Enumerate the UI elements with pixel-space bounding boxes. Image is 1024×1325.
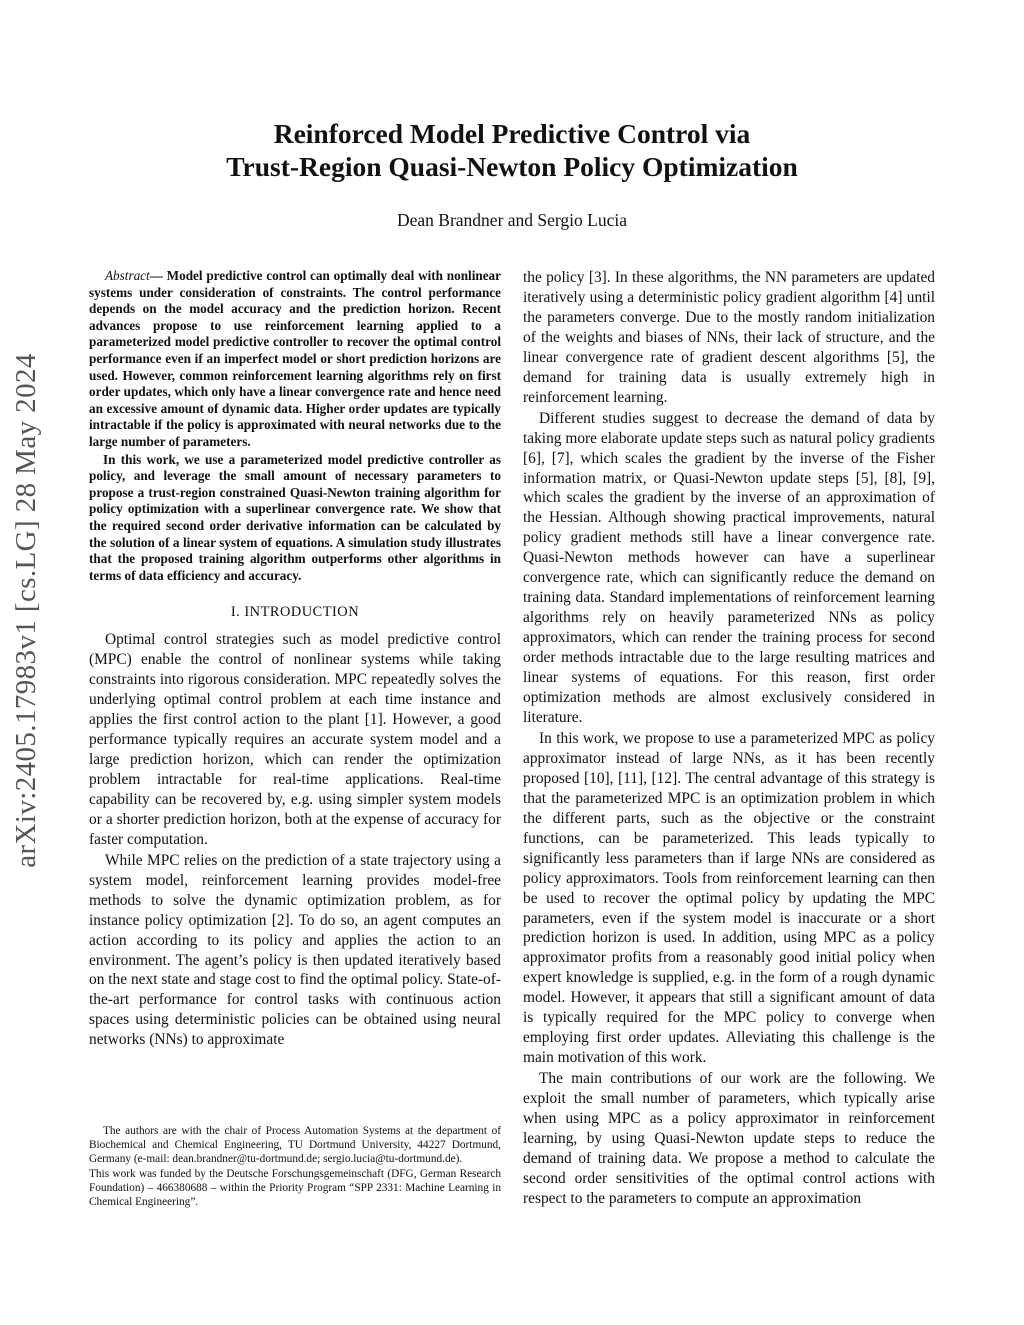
intro-paragraph-3: the policy [3]. In these algorithms, the NN parameters are updated iteratively using a deterministic policy gradient algorithm [4] until the parameters converge. Due to the mostly random initialization of the weights and biases of NNs, their lack of structure, and the linear convergence rate of gradient descent algorithms [5], the demand for training data is usually extremely high in reinforcement learning. — [523, 269, 935, 406]
intro-paragraph-5: In this work, we propose to use a parameterized MPC as policy approximator instead of large NNs, as it has been recently proposed [10], [11], [12]. The central advantage of this strategy is that the parameterized MPC is an optimization problem in which the different parts, such as the objective or the constraint functions, can be parameterized. This leads typically to significantly less parameters than if large NNs are considered as policy approximators. Tools from reinforcement learning can then be used to recover the optimal policy by updating the MPC parameters, even if the system model is inaccurate or a short prediction horizon is used. In addition, using MPC as a policy approximator profits from a reasonably good initial policy when expert knowledge is supplied, e.g. in the form of a rough dynamic model. However, it appears that still a significant amount of data is typically required for the MPC policy to converge when employing first order updates. Alleviating this challenge is the main motivation of this work. — [523, 729, 935, 1067]
intro-paragraph-1: Optimal control strategies such as model predictive control (MPC) enable the control of nonlinear systems while taking constraints into rigorous consideration. MPC repeatedly solves the underlying optimal control problem at each time instance and applies the first control action to the plant [1]. However, a good performance typically requires an accurate system model and a large prediction horizon, which can render the optimization problem intractable for real-time applications. Real-time capability can be recovered by, e.g. using simpler system models or a shorter prediction horizon, both at the expense of accuracy for faster computation. — [89, 631, 501, 848]
paper-title-line-1: Reinforced Model Predictive Control via — [273, 118, 751, 149]
intro-paragraph-6: The main contributions of our work are the following. We exploit the small number of parameters, which typically arise when using MPC as a policy approximator in reinforcement learning, by using Quasi-Newton update steps to reduce the demand of training data. We propose a method to calculate the second order sensitivities of the optimal control actions with respect to the parameters to compute an approximation — [523, 1070, 935, 1207]
author-list: Dean Brandner and Sergio Lucia — [396, 210, 627, 230]
paper-title — [100, 117, 924, 183]
right-column — [523, 268, 935, 1209]
footnotes — [89, 1124, 501, 1209]
abstract — [89, 268, 501, 584]
intro-paragraph-4: Different studies suggest to decrease the demand of data by taking more elaborate update steps such as natural policy gradients [6], [7], which scales the gradient by the inverse of the Fisher information matrix, or Quasi-Newton update steps [5], [8], [9], which scales the gradient by the inverse of an approximation of the Hessian. Although showing practical improvements, natural policy gradient methods still have a linear convergence rate. Quasi-Newton methods however can have a superlinear convergence rate, which can significantly reduce the demand on training data. Standard implementations of reinforcement learning algorithms rely on heavily parameterized NNs as policy approximators, which can render the training process for second order methods intractable due to the large resulting matrices and linear systems of equations. For this reason, first order optimization methods are almost exclusively considered in literature. — [523, 409, 935, 726]
introduction-body-left — [89, 630, 501, 1050]
footnote-funding: This work was funded by the Deutsche Forschungsgemeinschaft (DFG, German Research Foundation) – 466380688 – within the Priority Program “SPP 2331: Machine Learning in Chemical Engineering”. — [89, 1167, 501, 1209]
introduction-body-right — [523, 268, 935, 1209]
paper-title-line-2: Trust-Region Quasi-Newton Policy Optimization — [226, 151, 798, 182]
intro-paragraph-2: While MPC relies on the prediction of a state trajectory using a system model, reinforcement learning provides model-free methods to solve the dynamic optimization problem, as for instance policy optimization [2]. To do so, an agent computes an action according to its policy and applies the action to an environment. The agent’s policy is then updated iteratively based on the next state and stage cost to find the optimal policy. State-of-the-art performance for control tasks with continuous action spaces using deterministic policies can be obtained using neural networks (NNs) to approximate — [89, 851, 501, 1049]
abstract-paragraph-1-text: — Model predictive control can optimally deal with nonlinear systems under consideration of constraints. The control performance depends on the model accuracy and the prediction horizon. Recent advances propose to use reinforcement learning applied to a parameterized model predictive controller to recover the optimal control performance even if an imperfect model or short prediction horizons are used. However, common reinforcement learning algorithms rely on first order updates, which only have a linear convergence rate and hence need an excessive amount of dynamic data. Higher order updates are typically intractable if the policy is approximated with neural networks due to the large number of parameters. — [89, 268, 501, 449]
abstract-label: Abstract — [105, 268, 150, 283]
footnote-affiliation: The authors are with the chair of Process Automation Systems at the department of Biochemical and Chemical Engineering, TU Dortmund University, 44227 Dortmund, Germany (e-mail: dean.brandner@tu-dortmund.de; sergio.lucia@tu-dortmund.de). — [89, 1125, 501, 1166]
arxiv-identifier — [4, 310, 48, 910]
abstract-paragraph-1 — [89, 268, 501, 451]
arxiv-identifier-text: arXiv:2405.17983v1 [cs.LG] 28 May 2024 — [9, 352, 42, 868]
left-column — [89, 268, 501, 1050]
section-heading-introduction: I. INTRODUCTION — [230, 604, 360, 621]
abstract-paragraph-2: In this work, we use a parameterized model predictive controller as policy, and leverage the small amount of necessary parameters to propose a trust-region constrained Quasi-Newton training algorithm for policy optimization with a superlinear convergence rate. We show that the required second order derivative information can be calculated by the solution of a linear system of equations. A simulation study illustrates that the proposed training algorithm outperforms other algorithms in terms of data efficiency and accuracy. — [89, 451, 501, 583]
